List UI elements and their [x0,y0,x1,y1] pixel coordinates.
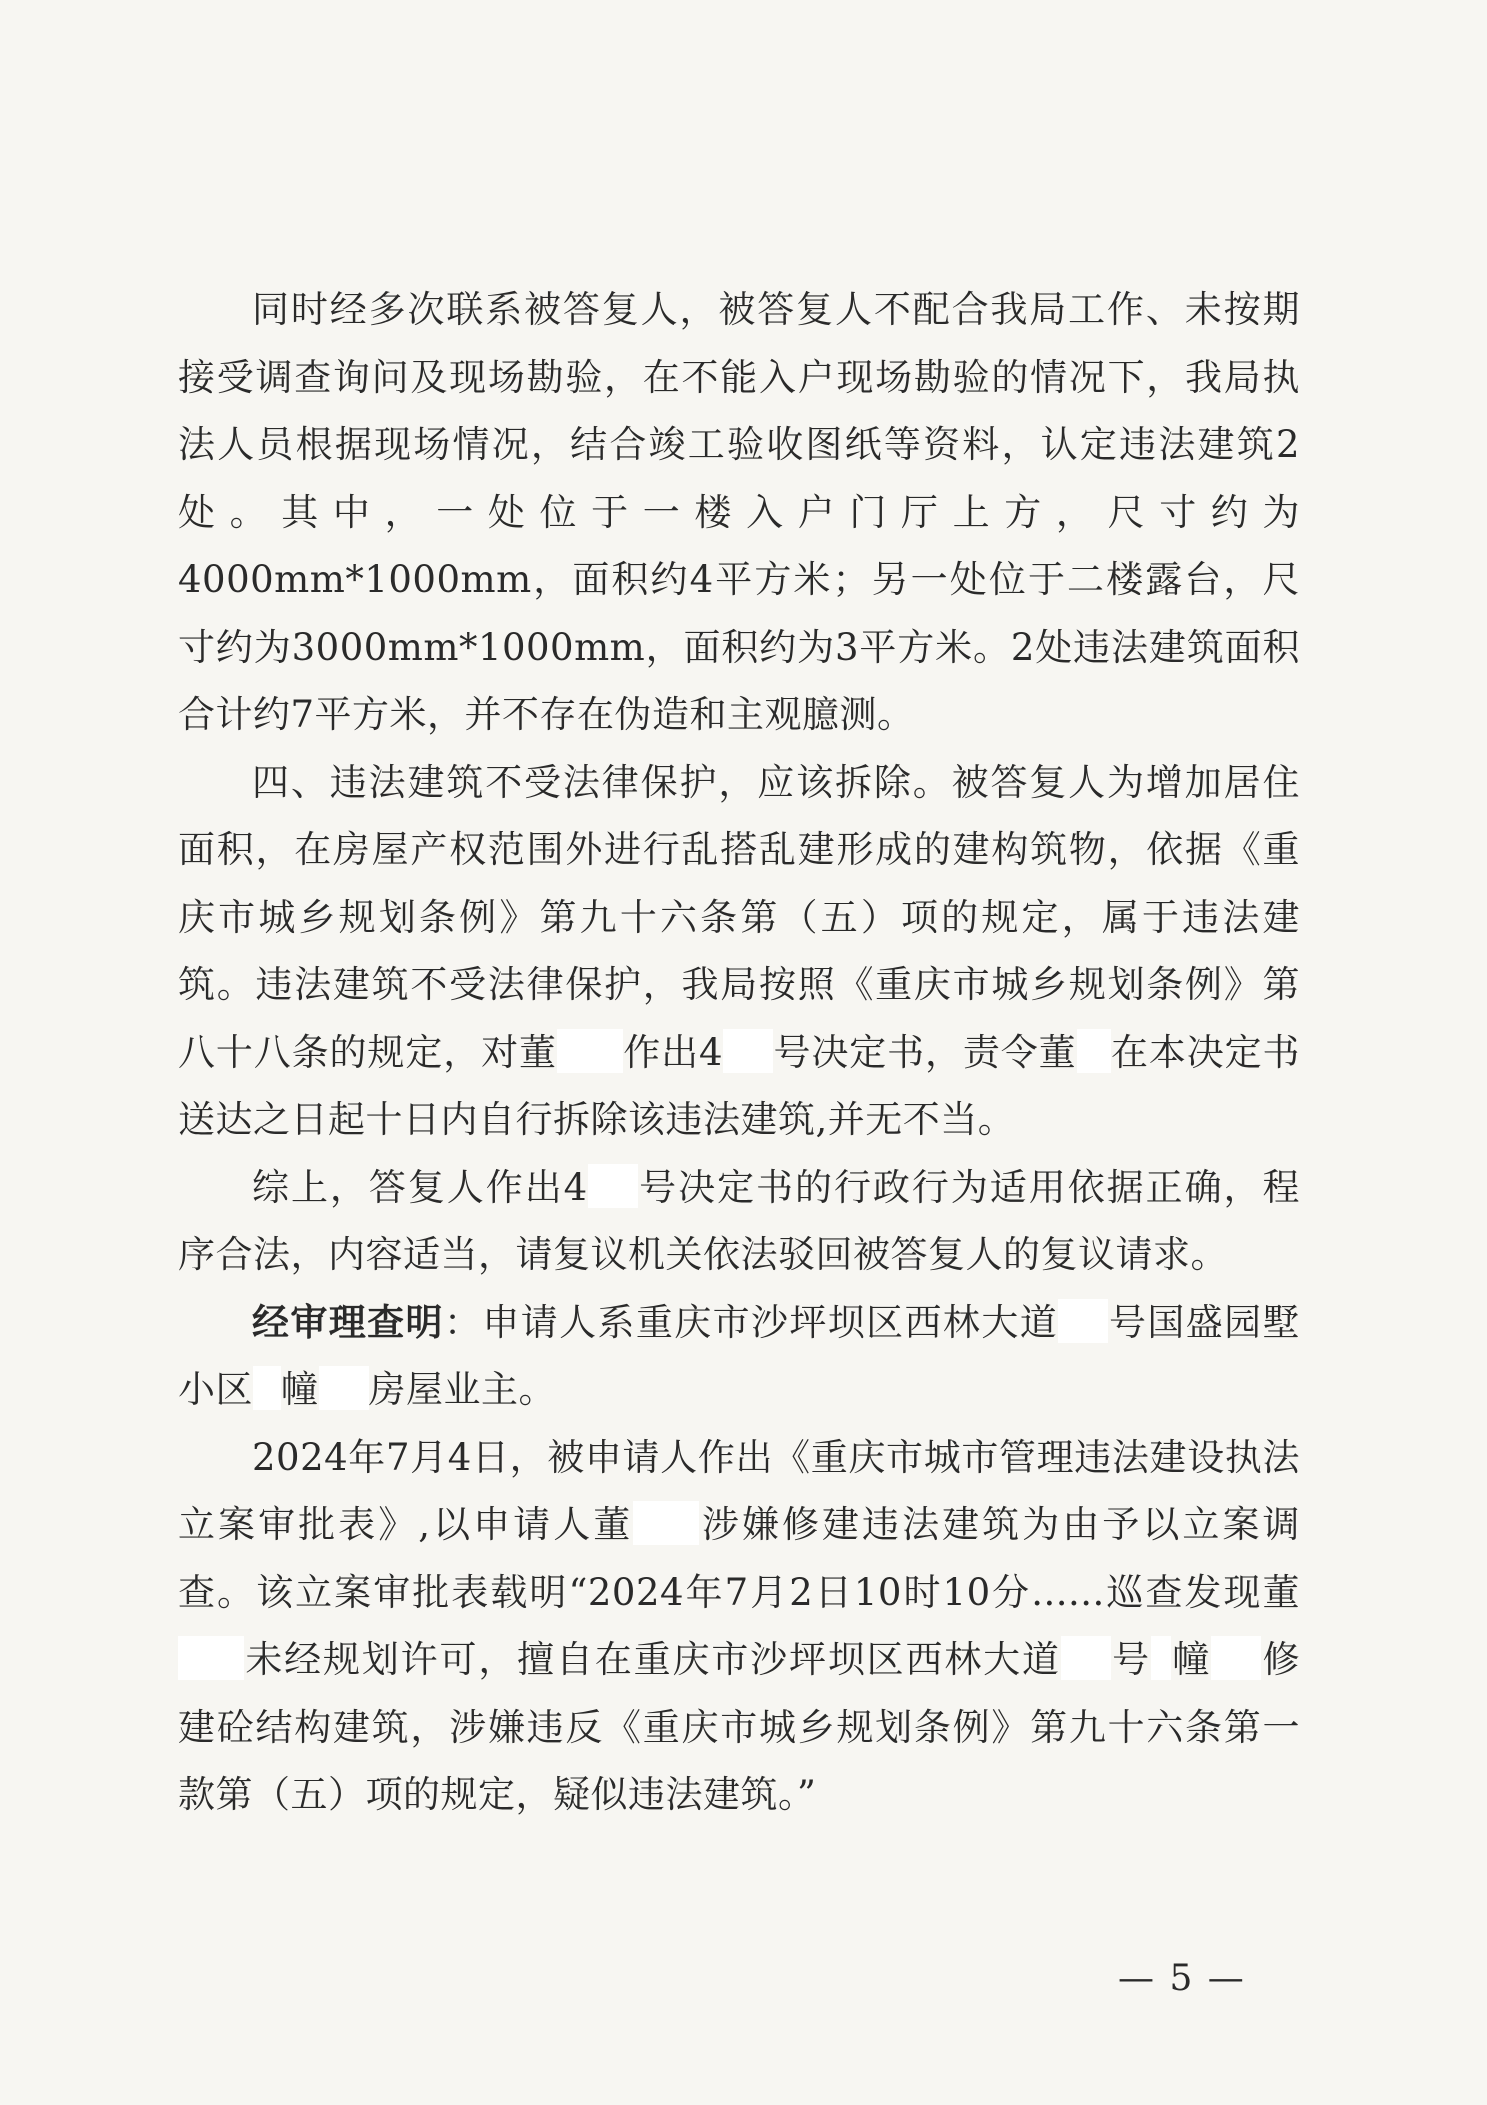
redaction-box [633,1501,699,1545]
paragraph-text: 号 [1110,1638,1152,1681]
redaction-box [1151,1636,1171,1680]
paragraph-text: 在本决定书送达之日起十日内自行拆除该违法建筑,并无不当。 [178,1030,1300,1141]
paragraph-text: 四、违法建筑不受法律保护，应该拆除。被答复人为增加居住面积，在房屋产权范围外进行乱搭乱建形成的建构筑物，依据《重庆市城乡规划条例》第九十六条第（五）项的规定，属于违法建筑。违法建筑不受法律保护，我局按照《重庆市城乡规划条例》第八十八条的规定，对董 [178,760,1300,1074]
paragraph-text: 涉嫌修建违法建筑为由予以立案调查。该立案审批表载明“2024年7月2日10时10分......巡查发现董 [178,1503,1300,1614]
redaction-box [178,1636,244,1680]
redaction-box [253,1366,281,1410]
redaction-box [1077,1029,1111,1073]
document-body [178,276,1300,1829]
paragraph-case-filing [178,1424,1300,1829]
paragraph-findings [178,1289,1300,1424]
redaction-box [723,1029,773,1073]
paragraph-text: ：申请人系重庆市沙坪坝区西林大道 [443,1300,1059,1344]
paragraph-text: 幢 [1171,1638,1212,1681]
redaction-box [557,1029,623,1073]
paragraph-text: 作出4 [622,1030,724,1074]
paragraph-text: 幢 [281,1368,319,1411]
paragraph-text: 号决定书的行政行为适用依据正确，程序合法，内容适当，请复议机关依法驳回被答复人的复议请求。 [178,1165,1301,1276]
redaction-box [319,1366,369,1410]
paragraph-text: 2024年7月4日，被申请人作出《重庆市城市管理违法建设执法立案审批表》,以申请人董 [178,1435,1300,1546]
page-number: — 5 — [1118,1958,1246,1999]
paragraph-text: 修建砼结构建筑，涉嫌违反《重庆市城乡规划条例》第九十六条第一款第（五）项的规定，疑似违法建筑。” [178,1638,1301,1816]
paragraph-text: 房屋业主。 [368,1368,556,1411]
paragraph-text: 号国盛园墅小区 [178,1300,1301,1411]
redaction-box [1061,1636,1111,1680]
paragraph-section-four [178,749,1300,1154]
paragraph-summary [178,1154,1300,1289]
paragraph-text: 号决定书，责令董 [773,1030,1077,1074]
findings-label: 经审理查明 [252,1300,444,1344]
paragraph-investigation [178,276,1300,749]
paragraph-text: 综上，答复人作出4 [252,1165,588,1209]
redaction-box [588,1164,638,1208]
redaction-box [1211,1636,1261,1680]
redaction-box [1058,1299,1108,1343]
paragraph-text: 未经规划许可，擅自在重庆市沙坪坝区西林大道 [244,1638,1061,1681]
paragraph-text: 同时经多次联系被答复人，被答复人不配合我局工作、未按期接受调查询问及现场勘验，在不能入户现场勘验的情况下，我局执法人员根据现场情况，结合竣工验收图纸等资料，认定违法建筑2处。其中，一处位于一楼入户门厅上方，尺寸约为4000mm*1000mm，面积约4平方米；另一处位于二楼露台，尺寸约为3000mm*1000mm，面积约为3平方米。2处违法建筑面积合计约7平方米，并不存在伪造和主观臆测。 [178,288,1300,736]
